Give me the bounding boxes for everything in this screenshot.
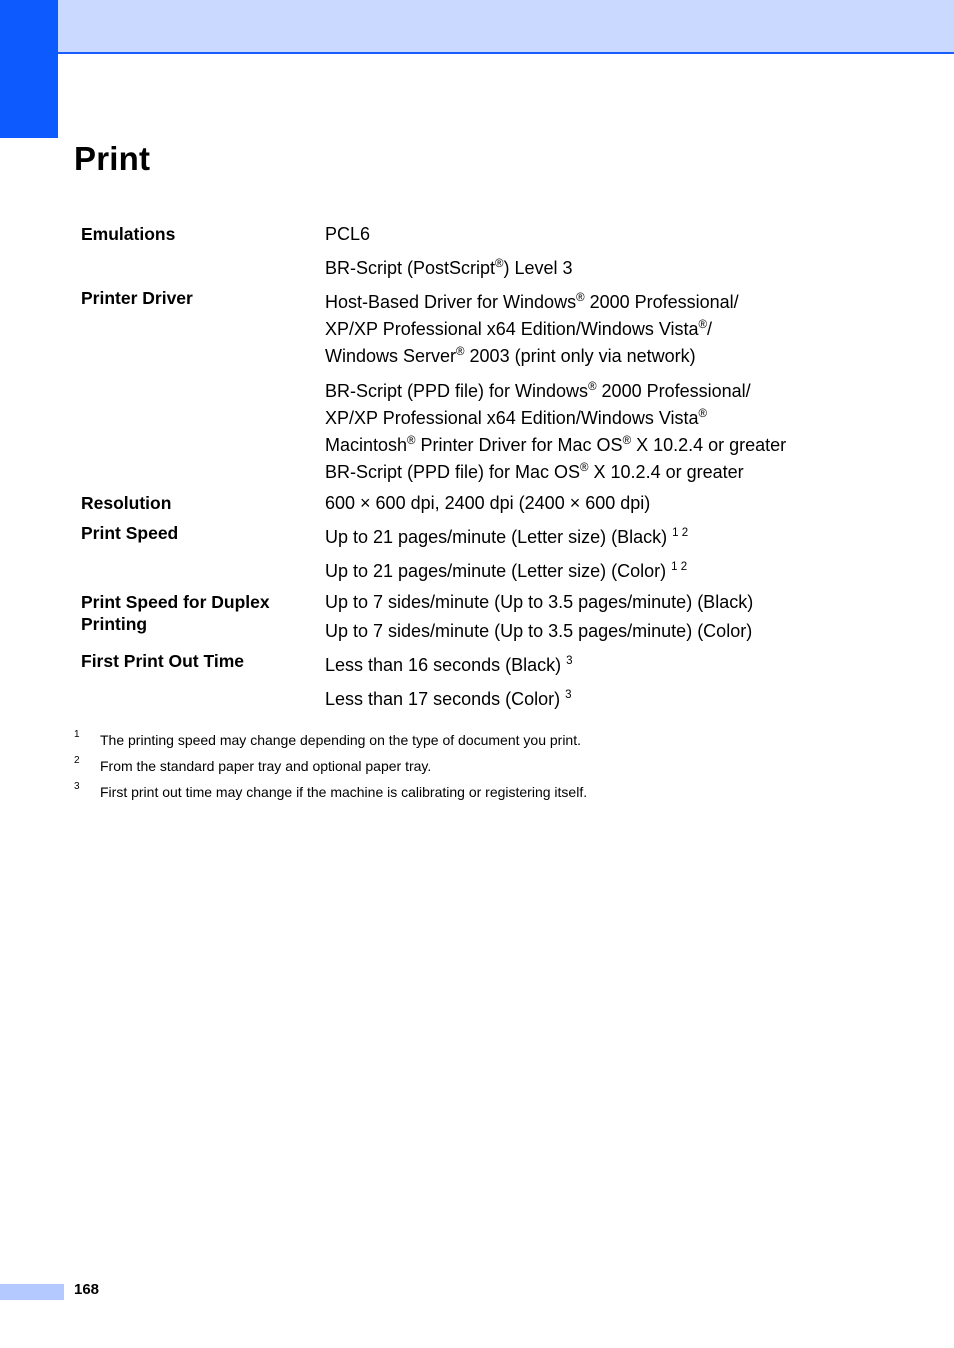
label-print-speed: Print Speed xyxy=(81,523,179,543)
first-print-color: Less than 17 seconds (Color) $^3$ xyxy=(325,689,572,709)
emulation-pcl6: PCL6 xyxy=(325,224,371,244)
page-title: Print xyxy=(74,140,151,177)
label-duplex xyxy=(81,591,270,635)
first-print-black: Less than 16 seconds (Black) $^3$ xyxy=(325,655,573,675)
speed-black: Up to 21 pages/minute (Letter size) (Black) $^{1 2}$ xyxy=(325,527,689,547)
footnote-number: 2 xyxy=(74,755,80,766)
driver-host-based: Host-Based Driver for Windows® 2000 Professional/ XP/XP Professional x64 Edition/Windows Vista®/ Windows Server® 2003 (print only via network) xyxy=(325,292,739,366)
page-number: 168 xyxy=(74,1281,100,1298)
footnote-number: 3 xyxy=(74,781,80,792)
label-resolution: Resolution xyxy=(81,493,172,513)
label-emulations: Emulations xyxy=(81,224,176,244)
driver-brscript: BR-Script (PPD file) for Windows® 2000 Professional/ XP/XP Professional x64 Edition/Windows Vista® Macintosh® Printer Driver for Mac OS® X 10.2.4 or greater BR-Script (PPD file) for Mac OS® X 10.2.4 or greater xyxy=(325,381,787,482)
label-duplex-line2: Printing xyxy=(81,614,148,634)
footnote-text: The printing speed may change depending on the type of document you print. xyxy=(100,732,581,748)
footnote-number: 1 xyxy=(74,729,80,740)
duplex-black: Up to 7 sides/minute (Up to 3.5 pages/minute) (Black) xyxy=(325,592,754,612)
resolution-value: 600 × 600 dpi, 2400 dpi (2400 × 600 dpi) xyxy=(325,493,651,513)
label-duplex-line1: Print Speed for Duplex xyxy=(81,592,270,612)
emulation-brscript: BR-Script (PostScript®) Level 3 xyxy=(325,258,573,278)
label-first-print: First Print Out Time xyxy=(81,651,245,671)
footnote-text: First print out time may change if the machine is calibrating or registering itself. xyxy=(100,784,588,800)
label-printer-driver: Printer Driver xyxy=(81,288,193,308)
chapter-tab xyxy=(0,0,58,138)
footnote-text: From the standard paper tray and optional paper tray. xyxy=(100,758,432,774)
duplex-color: Up to 7 sides/minute (Up to 3.5 pages/minute) (Color) xyxy=(325,621,753,641)
header-band xyxy=(58,0,954,54)
speed-color: Up to 21 pages/minute (Letter size) (Color) $^{1 2}$ xyxy=(325,561,688,581)
page-number-band xyxy=(0,1284,64,1300)
